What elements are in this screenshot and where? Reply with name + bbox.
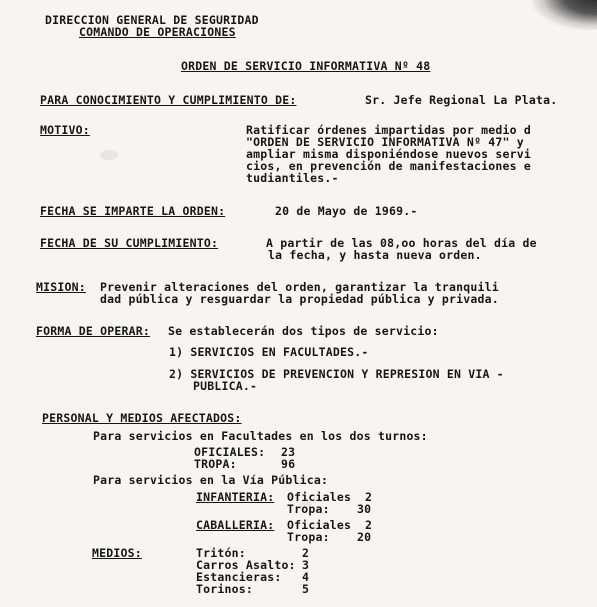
medio-name: Estancieras: [196, 570, 282, 584]
medio-value: 4 [302, 570, 310, 584]
conocimiento-label: PARA CONOCIMIENTO Y CUMPLIMIENTO DE: [40, 93, 297, 107]
infanteria-oficiales-label: Oficiales [287, 490, 352, 504]
header-line-2: COMANDO DE OPERACIONES [79, 25, 236, 39]
mision-label: MISION: [36, 280, 86, 294]
caballeria-tropa-value: 20 [357, 530, 372, 544]
fecha-cumplimiento-line-2: la fecha, y hasta nueva orden. [268, 248, 482, 262]
fecha-imparte-label: FECHA SE IMPARTE LA ORDEN: [40, 204, 226, 218]
personal-label: PERSONAL Y MEDIOS AFECTADOS: [42, 411, 242, 425]
facultades-intro: Para servicios en Facultades en los dos turnos: [93, 429, 428, 443]
medio-value: 3 [302, 558, 310, 572]
infanteria-label: INFANTERIA: [196, 490, 275, 504]
caballeria-tropa-label: Tropa: [287, 530, 330, 544]
forma-item-2-line-1: 2) SERVICIOS DE PREVENCION Y REPRESION EN VIA - [169, 367, 504, 381]
medio-name: Carros Asalto: [196, 558, 296, 572]
fecha-cumplimiento-line-1: A partir de las 08,oo horas del día de [266, 236, 537, 250]
caballeria-oficiales-label: Oficiales [287, 518, 352, 532]
scan-smudge [100, 150, 118, 160]
medio-value: 2 [302, 546, 310, 560]
fecha-imparte-value: 20 de Mayo de 1969.- [275, 204, 418, 218]
fecha-cumplimiento-label: FECHA DE SU CUMPLIMIENTO: [40, 236, 219, 250]
motivo-line: Ratificar órdenes impartidas por medio d [246, 123, 531, 137]
mision-line-2: dad pública y resguardar la propiedad pública y privada. [100, 292, 499, 306]
conocimiento-value: Sr. Jefe Regional La Plata. [365, 93, 558, 107]
tropa-value: 96 [281, 457, 296, 471]
infanteria-tropa-label: Tropa: [287, 502, 330, 516]
infanteria-oficiales-value: 2 [365, 490, 373, 504]
motivo-line: "ORDEN DE SERVICIO INFORMATIVA Nº 47" y [246, 135, 524, 149]
caballeria-oficiales-value: 2 [365, 518, 373, 532]
tropa-label: TROPA: [194, 457, 237, 471]
forma-item-1: 1) SERVICIOS EN FACULTADES.- [169, 345, 369, 359]
oficiales-label: OFICIALES: [194, 445, 266, 459]
document-title: ORDEN DE SERVICIO INFORMATIVA Nº 48 [181, 59, 431, 73]
via-intro: Para servicios en la Vía Pública: [93, 473, 329, 487]
forma-value: Se establecerán dos tipos de servicio: [168, 324, 439, 338]
motivo-label: MOTIVO: [40, 123, 90, 137]
oficiales-value: 23 [281, 445, 296, 459]
medio-name: Tritón: [196, 546, 246, 560]
forma-label: FORMA DE OPERAR: [36, 324, 150, 338]
medio-name: Torinos: [196, 582, 253, 596]
caballeria-label: CABALLERIA: [196, 518, 275, 532]
medios-label: MEDIOS: [92, 546, 142, 560]
motivo-line: cios, en prevención de manifestaciones e [246, 159, 531, 173]
header-line-1: DIRECCION GENERAL DE SEGURIDAD [45, 13, 259, 27]
motivo-line: ampliar misma disponiéndose nuevos servi [246, 147, 531, 161]
mision-line-1: Prevenir alteraciones del orden, garantizar la tranquili [100, 280, 499, 294]
infanteria-tropa-value: 30 [357, 502, 372, 516]
motivo-line: tudiantiles.- [246, 171, 339, 185]
scan-corner-shadow [532, 0, 597, 30]
forma-item-2-line-2: PUBLICA.- [193, 379, 258, 393]
medio-value: 5 [302, 582, 310, 596]
